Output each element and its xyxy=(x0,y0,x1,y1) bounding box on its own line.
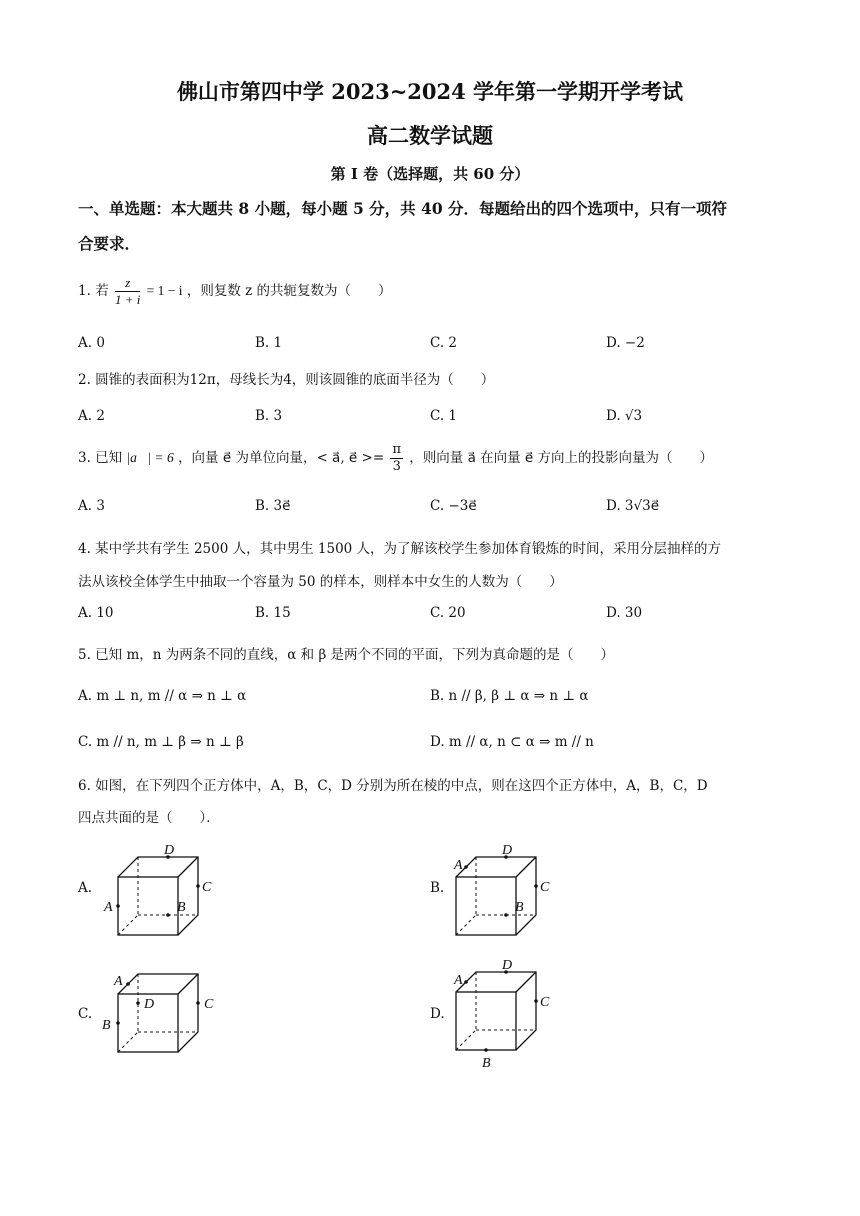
q1-rhs: = 1 − i xyxy=(146,283,183,298)
q1-option-d: D. −2 xyxy=(606,335,645,351)
cube-a-label-d: D xyxy=(164,843,175,858)
cube-c-label-d: D xyxy=(144,997,155,1012)
q6-option-b: B. xyxy=(430,880,445,896)
cube-d-label-c: C xyxy=(540,995,550,1010)
q3-option-b: B. 3e⃗ xyxy=(255,498,291,514)
question-6-line1: 6. 如图，在下列四个正方体中，A，B，C，D 分别为所在棱的中点，则在这四个正方体中，A，B，C，D xyxy=(78,778,708,794)
q1-fraction xyxy=(115,275,140,308)
question-1 xyxy=(78,275,392,308)
cube-figure-a xyxy=(98,840,228,945)
q2-option-d: D. √3 xyxy=(606,408,643,424)
cube-c-label-b: B xyxy=(102,1018,111,1033)
q5-option-d: D. m // α, n ⊂ α ⇒ m // n xyxy=(430,734,594,750)
cube-b-label-a: A xyxy=(454,858,463,873)
q5-option-a: A. m ⊥ n, m // α ⇒ n ⊥ α xyxy=(78,688,247,704)
q6-option-c: C. xyxy=(78,1006,93,1022)
cube-c-label-a: A xyxy=(114,974,123,989)
question-5: 5. 已知 m，n 为两条不同的直线，α 和 β 是两个不同的平面，下列为真命题的是（ ） xyxy=(78,647,615,663)
cube-b-label-c: C xyxy=(540,880,550,895)
exam-subtitle: 高二数学试题 xyxy=(367,123,493,148)
q1-frac-den: 1 + i xyxy=(114,292,141,307)
cube-b-label-b: B xyxy=(515,900,524,915)
cube-d-label-a: A xyxy=(454,973,463,988)
q3-frac-den: 3 xyxy=(392,459,401,474)
q3-post: ，则向量 a⃗ 在向量 e⃗ 方向上的投影向量为（ ） xyxy=(409,450,714,466)
question-3 xyxy=(78,442,713,475)
q6-option-d: D. xyxy=(430,1006,445,1022)
cube-a-label-b: B xyxy=(177,900,186,915)
cube-a-label-c: C xyxy=(202,880,212,895)
q3-frac-num: π xyxy=(392,442,401,457)
question-4-line1: 4. 某中学共有学生 2500 人，其中男生 1500 人，为了解该校学生参加体育锻炼的时间，采用分层抽样的方 xyxy=(78,541,722,557)
q3-mid: ，向量 e⃗ 为单位向量，< a⃗, e⃗ >= xyxy=(178,450,385,466)
q4-option-d: D. 30 xyxy=(606,605,643,621)
q1-pre: 若 xyxy=(95,283,109,299)
q1-number: 1. xyxy=(78,283,91,299)
q4-option-c: C. 20 xyxy=(430,605,466,621)
q4-option-b: B. 15 xyxy=(255,605,291,621)
q3-fraction xyxy=(390,442,403,475)
q3-abs-a: |a⃗| = 6 xyxy=(126,450,174,465)
question-4-line2: 法从该校全体学生中抽取一个容量为 50 的样本，则样本中女生的人数为（ ） xyxy=(78,574,563,590)
cube-d-label-d: D xyxy=(502,958,513,973)
q1-option-c: C. 2 xyxy=(430,335,458,351)
cube-figure-b xyxy=(436,840,566,945)
cube-a-label-a: A xyxy=(104,900,113,915)
q6-option-a: A. xyxy=(78,880,93,896)
cube-figure-c xyxy=(98,968,228,1058)
q1-frac-num: z xyxy=(115,275,140,292)
section-heading-line1: 一、单选题：本大题共 8 小题，每小题 5 分，共 40 分．每题给出的四个选项中，只有一项符 xyxy=(78,199,728,218)
cube-b-label-d: D xyxy=(502,843,513,858)
q3-option-a: A. 3 xyxy=(78,498,105,514)
cube-c-label-c: C xyxy=(204,997,214,1012)
q2-option-a: A. 2 xyxy=(78,408,105,424)
question-6-line2: 四点共面的是（ ）． xyxy=(78,810,220,826)
q5-option-c: C. m // n, m ⊥ β ⇒ n ⊥ β xyxy=(78,734,244,750)
question-2: 2. 圆锥的表面积为12π，母线长为4，则该圆锥的底面半径为（ ） xyxy=(78,372,495,388)
q2-option-c: C. 1 xyxy=(430,408,458,424)
section-heading-line2: 合要求． xyxy=(78,234,141,253)
q3-option-c: C. −3e⃗ xyxy=(430,498,477,514)
q1-post: ，则复数 z 的共轭复数为（ ） xyxy=(186,283,392,299)
q1-option-b: B. 1 xyxy=(255,335,283,351)
q1-option-a: A. 0 xyxy=(78,335,105,351)
q3-pre: 3. 已知 xyxy=(78,450,123,466)
q3-option-d: D. 3√3e⃗ xyxy=(606,498,660,514)
cube-d-label-b: B xyxy=(482,1056,491,1070)
q2-option-b: B. 3 xyxy=(255,408,283,424)
q5-option-b: B. n // β, β ⊥ α ⇒ n ⊥ α xyxy=(430,688,589,704)
cube-figure-d xyxy=(436,955,566,1070)
exam-title: 佛山市第四中学 2023~2024 学年第一学期开学考试 xyxy=(176,79,684,104)
q4-option-a: A. 10 xyxy=(78,605,114,621)
part-heading: 第 I 卷（选择题，共 60 分） xyxy=(330,165,530,183)
